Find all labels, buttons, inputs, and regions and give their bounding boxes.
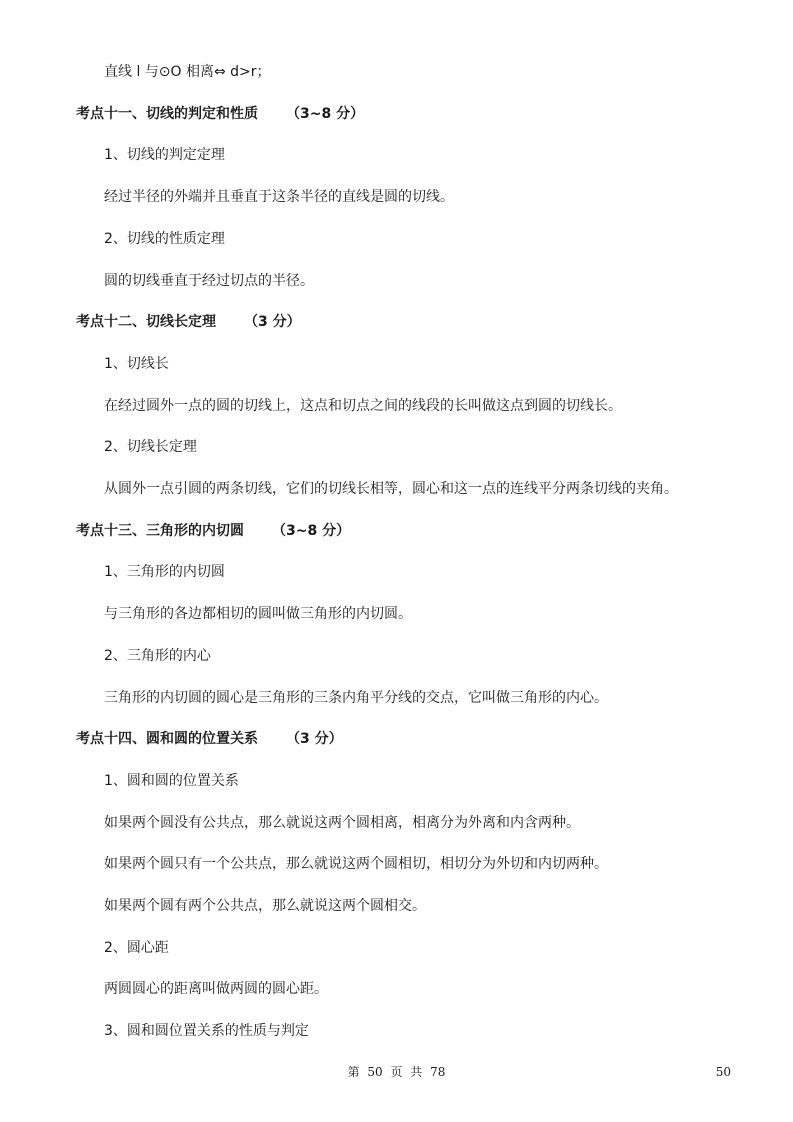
footer-page-number: 50: [715, 1065, 731, 1079]
body-line: 三角形的内切圆的圆心是三角形的三条内角平分线的交点，它叫做三角形的内心。: [104, 690, 608, 706]
section-heading: [76, 312, 301, 332]
body-line: 如果两个圆没有公共点，那么就说这两个圆相离，相离分为外离和内含两种。: [104, 815, 580, 831]
body-line: 2、三角形的内心: [104, 648, 211, 664]
section-score: （3~8 分）: [286, 106, 365, 122]
body-line: 1、圆和圆的位置关系: [104, 773, 239, 789]
body-line: 如果两个圆有两个公共点，那么就说这两个圆相交。: [104, 898, 426, 914]
body-line: 经过半径的外端并且垂直于这条半径的直线是圆的切线。: [104, 189, 454, 205]
section-title: 考点十四、圆和圆的位置关系: [76, 731, 258, 747]
body-line: 如果两个圆只有一个公共点，那么就说这两个圆相切，相切分为外切和内切两种。: [104, 856, 608, 872]
body-line: 3、圆和圆位置关系的性质与判定: [104, 1023, 309, 1039]
section-title: 考点十一、切线的判定和性质: [76, 106, 258, 122]
body-line: 1、三角形的内切圆: [104, 564, 225, 580]
section-score: （3 分）: [244, 314, 301, 330]
body-line: 圆的切线垂直于经过切点的半径。: [104, 273, 314, 289]
section-heading: [76, 729, 343, 749]
body-line: 2、圆心距: [104, 940, 169, 956]
body-line: 与三角形的各边都相切的圆叫做三角形的内切圆。: [104, 606, 412, 622]
body-line: 在经过圆外一点的圆的切线上，这点和切点之间的线段的长叫做这点到圆的切线长。: [104, 398, 622, 414]
section-heading: [76, 521, 350, 541]
section-score: （3~8 分）: [272, 523, 351, 539]
body-line: 从圆外一点引圆的两条切线，它们的切线长相等，圆心和这一点的连线平分两条切线的夹角。: [104, 481, 678, 497]
footer-page-info: 第 50 页 共 78: [347, 1065, 446, 1079]
section-title: 考点十二、切线长定理: [76, 314, 216, 330]
body-line: 2、切线长定理: [104, 439, 197, 455]
body-line: 1、切线长: [104, 356, 169, 372]
section-score: （3 分）: [286, 731, 343, 747]
body-line: 2、切线的性质定理: [104, 231, 225, 247]
body-line: 1、切线的判定定理: [104, 147, 225, 163]
section-heading: [76, 104, 364, 124]
section-title: 考点十三、三角形的内切圆: [76, 523, 244, 539]
body-line: 直线 l 与⊙O 相离⇔ d>r；: [104, 64, 271, 80]
body-line: 两圆圆心的距离叫做两圆的圆心距。: [104, 981, 328, 997]
